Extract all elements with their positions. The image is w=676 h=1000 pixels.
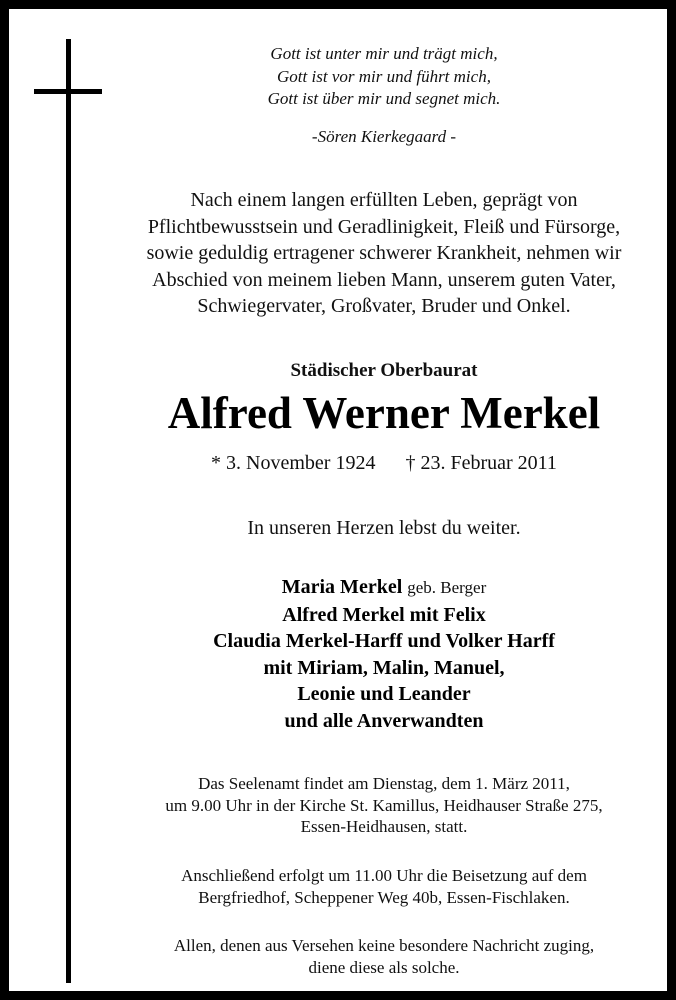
closing-note (109, 935, 659, 978)
intro-line: Nach einem langen erfüllten Leben, geprägt von (190, 189, 578, 211)
quote-author: -Sören Kierkegaard - (311, 127, 457, 146)
mourner-line: Claudia Merkel-Harff und Volker Harff (213, 630, 555, 652)
service-notice (109, 773, 659, 838)
mourner-line: mit Miriam, Malin, Manuel, (263, 656, 505, 679)
cross-icon-horizontal (34, 89, 102, 94)
closing-line: diene diese als solche. (308, 957, 460, 977)
birth-date: * 3. November 1924 (211, 452, 376, 474)
intro-paragraph (109, 187, 659, 320)
death-date: † 23. Februar 2011 (405, 452, 557, 474)
quote-line: Gott ist unter mir und trägt mich, (270, 44, 498, 63)
motto: In unseren Herzen lebst du weiter. (247, 517, 521, 539)
service-line: Das Seelenamt findet am Dienstag, dem 1. März 2011, (198, 774, 570, 793)
mourner-line: und alle Anverwandten (284, 709, 484, 732)
spouse-maiden-name: geb. Berger (407, 578, 487, 597)
life-dates (109, 450, 659, 476)
service-line: um 9.00 Uhr in der Kirche St. Kamillus, Heidhauser Straße 275, (165, 795, 603, 815)
closing-line: Allen, denen aus Versehen keine besondere Nachricht zuging, (173, 936, 595, 955)
intro-line: Schwiegervater, Großvater, Bruder und Onkel. (197, 295, 571, 317)
intro-line: Pflichtbewusstsein und Geradlinigkeit, Fleiß und Fürsorge, (147, 215, 621, 238)
intro-line: sowie geduldig ertragener schwerer Krankheit, nehmen wir (146, 242, 622, 264)
spouse-name: Maria Merkel (281, 576, 403, 598)
quote-line: Gott ist über mir und segnet mich. (267, 89, 501, 108)
mourner-line: Leonie und Leander (297, 683, 471, 705)
service-line: Essen-Heidhausen, statt. (300, 817, 468, 836)
intro-line: Abschied von meinem lieben Mann, unserem guten Vater, (152, 268, 616, 291)
deceased-name: Alfred Werner Merkel (167, 388, 601, 438)
mourner-line: Alfred Merkel mit Felix (282, 603, 486, 626)
burial-line: Anschließend erfolgt um 11.00 Uhr die Beisetzung auf dem (181, 866, 587, 885)
cross-icon-vertical (66, 39, 71, 983)
burial-line: Bergfriedhof, Scheppener Weg 40b, Essen-Fischlaken. (198, 887, 570, 907)
mourner-spouse (109, 574, 659, 602)
burial-notice (109, 865, 659, 908)
quote-block (109, 43, 659, 111)
quote-line: Gott ist vor mir und führt mich, (277, 66, 491, 86)
mourners-list (109, 574, 659, 734)
deceased-title: Städischer Oberbaurat (290, 360, 478, 381)
